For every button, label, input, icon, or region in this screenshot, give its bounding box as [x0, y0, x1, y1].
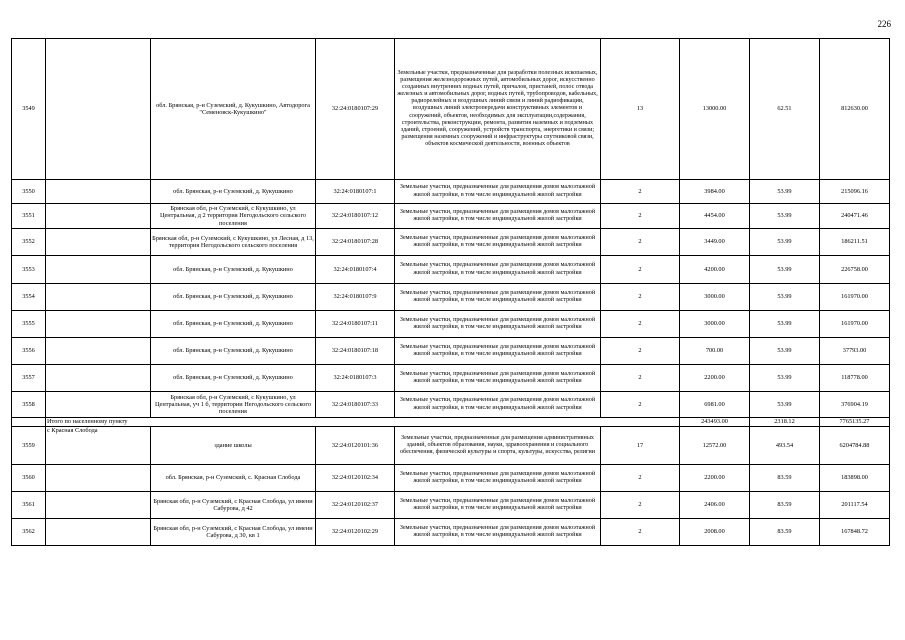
group-cell: 2 [601, 365, 680, 392]
group-cell: 2 [601, 338, 680, 365]
group-cell: 2 [601, 311, 680, 338]
row-number: 3556 [12, 338, 46, 365]
row-number: 3560 [12, 465, 46, 492]
cadastral-number-cell: 32:24:0180107:18 [316, 338, 395, 365]
area-cell: 3984.00 [680, 180, 750, 204]
cadastral-number-cell: 32:24:0180107:9 [316, 284, 395, 311]
table-row [12, 204, 890, 229]
row-number: 3559 [12, 427, 46, 465]
table-row [12, 311, 890, 338]
total-row [12, 418, 890, 427]
land-register-table [11, 38, 890, 546]
rate-cell: 53.99 [750, 392, 820, 418]
land-use-cell: Земельные участки, предназначенные для размещения домов малоэтажной жилой застройки, в том числе индивидуальной жилой застройки [395, 204, 601, 229]
rate-cell: 53.99 [750, 204, 820, 229]
address-cell: Брянская обл, р-н Суземский, с Кукушкино, ул Центральная, уч 1 б, территории Негодольского сельского поселения [151, 392, 316, 418]
row-number: 3558 [12, 392, 46, 418]
address-cell: Брянская обл, р-н Суземский, с Кукушкино, ул Центральная, д 2 территория Негодольского сельского поселения [151, 204, 316, 229]
address-cell: обл. Брянская, р-н Суземский, д. Кукушкино [151, 338, 316, 365]
row-number: 3555 [12, 311, 46, 338]
settlement-name: с Красная Слобода [46, 427, 151, 465]
value-cell: 215096.16 [820, 180, 890, 204]
land-use-cell: Земельные участки, предназначенные для размещения домов малоэтажной жилой застройки, в том числе индивидуальной жилой застройки [395, 392, 601, 418]
address-cell: здание школы [151, 427, 316, 465]
row-number: 3550 [12, 180, 46, 204]
value-cell: 118778.00 [820, 365, 890, 392]
area-cell: 13000.00 [680, 39, 750, 180]
cadastral-number-cell: 32:24:0180107:12 [316, 204, 395, 229]
area-cell: 6981.00 [680, 392, 750, 418]
land-use-cell: Земельные участки, предназначенные для размещения домов малоэтажной жилой застройки, в том числе индивидуальной жилой застройки [395, 519, 601, 546]
row-number: 3553 [12, 256, 46, 284]
empty-cell [46, 204, 151, 229]
rate-cell: 53.99 [750, 338, 820, 365]
address-cell: обл. Брянская, р-н Суземский, с. Красная Слобода [151, 465, 316, 492]
land-use-cell: Земельные участки, предназначенные для разработки полезных ископаемых, размещения железнодорожных путей, автомобильных дорог, искусственно созданных внутренних водных путей, причалов, пристаней, полос отвода железных и автомобильных дорог, водных путей, трубопроводов, кабельных, радиорелейных и воздушных линий связи и линий радиофикации, воздушных линий электропередачи конструктивных элементов и сооружений, объектов, необходимых для эксплуатации,содержания, строительства, реконструкции, ремонта, развития наземных и подземных зданий, строений, сооружений, устройств транспорта, энергетики и связи; размещения наземных сооружений и инфраструктуры спутниковой связи, объектов космической деятельности, военных объектов [395, 39, 601, 180]
area-cell: 2406.00 [680, 492, 750, 519]
group-cell: 2 [601, 284, 680, 311]
table-row [12, 465, 890, 492]
rate-cell: 83.59 [750, 492, 820, 519]
land-use-cell: Земельные участки, предназначенные для размещения домов малоэтажной жилой застройки, в том числе индивидуальной жилой застройки [395, 284, 601, 311]
address-cell: обл. Брянская, р-н Суземский, д. Кукушкино [151, 180, 316, 204]
row-number: 3557 [12, 365, 46, 392]
cadastral-number-cell: 32:24:0180107:29 [316, 39, 395, 180]
rate-cell: 62.51 [750, 39, 820, 180]
cadastral-number-cell: 32:24:0180107:28 [316, 229, 395, 256]
table-row [12, 39, 890, 180]
rate-cell: 53.99 [750, 311, 820, 338]
area-cell: 3000.00 [680, 311, 750, 338]
land-use-cell: Земельные участки, предназначенные для размещения домов малоэтажной жилой застройки, в том числе индивидуальной жилой застройки [395, 256, 601, 284]
empty-cell [46, 338, 151, 365]
address-cell: Брянская обл, р-н Суземский, с Красная Слобода, ул имени Сабурова, д 42 [151, 492, 316, 519]
area-cell: 3449.00 [680, 229, 750, 256]
empty-cell [46, 39, 151, 180]
rate-cell: 53.99 [750, 256, 820, 284]
empty-cell [12, 418, 46, 427]
address-cell: обл. Брянская, р-н Суземский, д. Кукушкино [151, 256, 316, 284]
table-row [12, 492, 890, 519]
row-number: 3552 [12, 229, 46, 256]
value-cell: 186211.51 [820, 229, 890, 256]
address-cell: обл. Брянская, р-н Суземский, д. Кукушкино [151, 365, 316, 392]
cadastral-number-cell: 32:24:0180107:1 [316, 180, 395, 204]
total-label: Итого по населенному пункту [46, 418, 680, 427]
page-number: 226 [877, 19, 891, 29]
table-row [12, 256, 890, 284]
address-cell: обл. Брянская, р-н Суземский, д. Кукушкино [151, 311, 316, 338]
group-cell: 13 [601, 39, 680, 180]
rate-cell: 53.99 [750, 365, 820, 392]
empty-cell [46, 180, 151, 204]
rate-cell: 53.99 [750, 284, 820, 311]
area-cell: 700.00 [680, 338, 750, 365]
empty-cell [46, 229, 151, 256]
land-use-cell: Земельные участки, предназначенные для размещения домов малоэтажной жилой застройки, в том числе индивидуальной жилой застройки [395, 365, 601, 392]
value-cell: 376904.19 [820, 392, 890, 418]
value-cell: 167848.72 [820, 519, 890, 546]
value-cell: 240471.46 [820, 204, 890, 229]
cadastral-number-cell: 32:24:0120101:36 [316, 427, 395, 465]
land-use-cell: Земельные участки, предназначенные для размещения домов малоэтажной жилой застройки, в том числе индивидуальной жилой застройки [395, 465, 601, 492]
table-row [12, 365, 890, 392]
empty-cell [46, 311, 151, 338]
land-use-cell: Земельные участки, предназначенные для размещения домов малоэтажной жилой застройки, в том числе индивидуальной жилой застройки [395, 229, 601, 256]
row-number: 3554 [12, 284, 46, 311]
cadastral-number-cell: 32:24:0180107:3 [316, 365, 395, 392]
value-cell: 6204784.88 [820, 427, 890, 465]
total-rate: 2318.12 [750, 418, 820, 427]
table-row [12, 392, 890, 418]
cadastral-number-cell: 32:24:0180107:33 [316, 392, 395, 418]
group-cell: 2 [601, 180, 680, 204]
table-row [12, 519, 890, 546]
address-cell: Брянская обл, р-н Суземский, с Кукушкино, ул Лесная, д 13, территория Негодольского сельского поселения [151, 229, 316, 256]
cadastral-number-cell: 32:24:0120102:37 [316, 492, 395, 519]
group-cell: 17 [601, 427, 680, 465]
address-cell: обл. Брянская, р-н Суземский, д. Кукушкино, Автодорога "Семеновск-Кукушкино" [151, 39, 316, 180]
empty-cell [46, 256, 151, 284]
area-cell: 4454.00 [680, 204, 750, 229]
value-cell: 201117.54 [820, 492, 890, 519]
total-area: 243493.00 [680, 418, 750, 427]
value-cell: 37793.00 [820, 338, 890, 365]
area-cell: 2200.00 [680, 365, 750, 392]
rate-cell: 53.99 [750, 180, 820, 204]
value-cell: 183898.00 [820, 465, 890, 492]
group-cell: 2 [601, 204, 680, 229]
group-cell: 2 [601, 519, 680, 546]
row-number: 3549 [12, 39, 46, 180]
value-cell: 226758.00 [820, 256, 890, 284]
address-cell: обл. Брянская, р-н Суземский, д. Кукушкино [151, 284, 316, 311]
group-cell: 2 [601, 492, 680, 519]
table-row [12, 338, 890, 365]
group-cell: 2 [601, 256, 680, 284]
cadastral-number-cell: 32:24:0120102:34 [316, 465, 395, 492]
empty-cell [46, 365, 151, 392]
cadastral-number-cell: 32:24:0180107:11 [316, 311, 395, 338]
land-use-cell: Земельные участки, предназначенные для размещения домов малоэтажной жилой застройки, в том числе индивидуальной жилой застройки [395, 311, 601, 338]
row-number: 3561 [12, 492, 46, 519]
empty-cell [46, 492, 151, 519]
area-cell: 12572.00 [680, 427, 750, 465]
cadastral-number-cell: 32:24:0120102:29 [316, 519, 395, 546]
empty-cell [46, 392, 151, 418]
empty-cell [46, 284, 151, 311]
value-cell: 161970.00 [820, 311, 890, 338]
row-number: 3562 [12, 519, 46, 546]
land-use-cell: Земельные участки, предназначенные для размещения административных зданий, объектов образования, науки, здравоохранения и социального обеспечения, физической культуры и спорта, культуры, искусства, религии [395, 427, 601, 465]
total-value: 7765135.27 [820, 418, 890, 427]
value-cell: 812630.00 [820, 39, 890, 180]
table-row [12, 229, 890, 256]
area-cell: 2200.00 [680, 465, 750, 492]
table-row [12, 284, 890, 311]
group-cell: 2 [601, 392, 680, 418]
group-cell: 2 [601, 465, 680, 492]
rate-cell: 83.59 [750, 519, 820, 546]
land-use-cell: Земельные участки, предназначенные для размещения домов малоэтажной жилой застройки, в том числе индивидуальной жилой застройки [395, 180, 601, 204]
row-number: 3551 [12, 204, 46, 229]
rate-cell: 53.99 [750, 229, 820, 256]
table-row [12, 180, 890, 204]
land-use-cell: Земельные участки, предназначенные для размещения домов малоэтажной жилой застройки, в том числе индивидуальной жилой застройки [395, 492, 601, 519]
area-cell: 3000.00 [680, 284, 750, 311]
rate-cell: 83.59 [750, 465, 820, 492]
empty-cell [46, 519, 151, 546]
address-cell: Брянская обл, р-н Суземский, с Красная Слобода, ул имени Сабурова, д 30, кв 1 [151, 519, 316, 546]
rate-cell: 493.54 [750, 427, 820, 465]
value-cell: 161970.00 [820, 284, 890, 311]
empty-cell [46, 465, 151, 492]
cadastral-number-cell: 32:24:0180107:4 [316, 256, 395, 284]
group-cell: 2 [601, 229, 680, 256]
land-use-cell: Земельные участки, предназначенные для размещения домов малоэтажной жилой застройки, в том числе индивидуальной жилой застройки [395, 338, 601, 365]
area-cell: 4200.00 [680, 256, 750, 284]
area-cell: 2008.00 [680, 519, 750, 546]
table-row [12, 427, 890, 465]
